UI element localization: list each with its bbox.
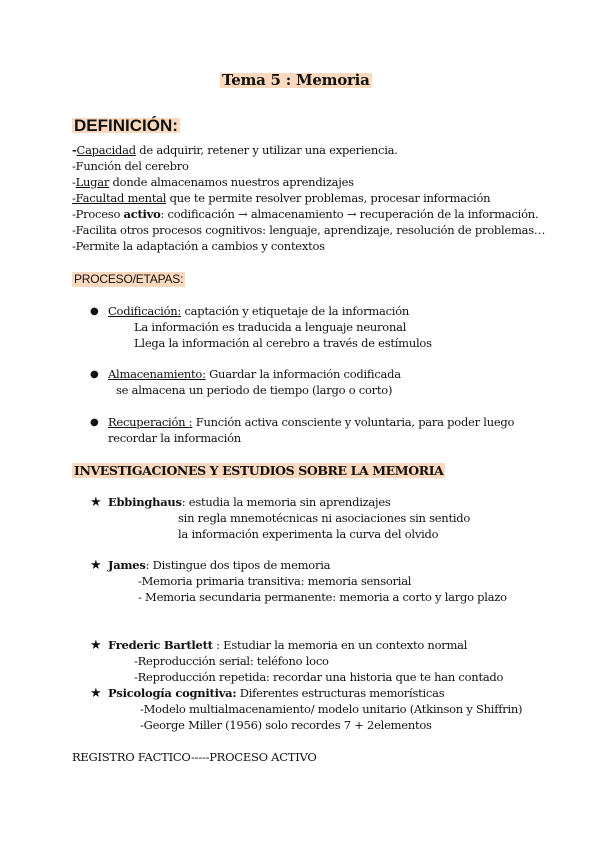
process-item-codificacion-line: La información es traducida a lenguaje neuronal	[134, 320, 407, 334]
star-icon: ★	[90, 686, 102, 701]
definition-heading: DEFINICIÓN:	[74, 116, 178, 135]
research-item-line: la información experimenta la curva del olvido	[178, 527, 439, 541]
bullet-icon: ●	[90, 306, 99, 317]
star-icon: ★	[90, 558, 102, 573]
research-item-line: -Memoria primaria transitiva: memoria sensorial	[138, 574, 412, 588]
definition-line-2: -Función del cerebro	[72, 159, 189, 173]
research-item-line: -Reproducción repetida: recordar una historia que te han contado	[134, 670, 504, 684]
research-item-ebbinghaus: Ebbinghaus: estudia la memoria sin aprendizajes	[108, 495, 391, 509]
process-item-recuperacion-line: recordar la información	[108, 431, 241, 445]
definition-line-5: -Proceso activo: codificación → almacenamiento → recuperación de la información.	[72, 207, 539, 221]
definition-line-3: -Lugar donde almacenamos nuestros aprendizajes	[72, 175, 354, 189]
process-item-codificacion: Codificación: captación y etiquetaje de la información	[108, 304, 410, 318]
research-item-line: -George Miller (1956) solo recordes 7 + 2elementos	[140, 718, 432, 732]
process-item-codificacion-line: Llega la información al cerebro a través de estímulos	[134, 336, 432, 350]
research-item-line: sin regla mnemotécnicas ni asociaciones sin sentido	[178, 511, 471, 525]
footer-note: REGISTRO FACTICO-----PROCESO ACTIVO	[72, 750, 317, 764]
bullet-icon: ●	[90, 369, 99, 380]
process-item-recuperacion: Recuperación : Función activa consciente y voluntaria, para poder luego	[108, 415, 515, 429]
definition-line-7: -Permite la adaptación a cambios y contextos	[72, 239, 325, 253]
process-heading: PROCESO/ETAPAS:	[74, 272, 184, 286]
research-item-bartlett: Frederic Bartlett : Estudiar la memoria en un contexto normal	[108, 638, 468, 652]
process-item-almacenamiento: Almacenamiento: Guardar la información codificada	[108, 367, 401, 381]
bullet-icon: ●	[90, 417, 99, 428]
research-item-psicologia-cognitiva: Psicología cognitiva: Diferentes estructuras memorísticas	[108, 686, 445, 700]
research-item-line: -Modelo multialmacenamiento/ modelo unitario (Atkinson y Shiffrin)	[140, 702, 523, 716]
page-title: Tema 5 : Memoria	[222, 71, 370, 89]
process-item-almacenamiento-line: se almacena un periodo de tiempo (largo o corto)	[116, 383, 393, 397]
research-item-line: -Reproducción serial: teléfono loco	[134, 654, 329, 668]
star-icon: ★	[90, 495, 102, 510]
definition-line-1: -Capacidad de adquirir, retener y utilizar una experiencia.	[72, 143, 398, 157]
research-item-line: - Memoria secundaria permanente: memoria a corto y largo plazo	[138, 590, 507, 604]
star-icon: ★	[90, 638, 102, 653]
definition-line-6: -Facilita otros procesos cognitivos: lenguaje, aprendizaje, resolución de problemas…	[72, 223, 546, 237]
research-item-james: James: Distingue dos tipos de memoria	[108, 558, 331, 572]
research-heading: INVESTIGACIONES Y ESTUDIOS SOBRE LA MEMORIA	[74, 463, 444, 478]
definition-line-4: -Facultad mental que te permite resolver problemas, procesar información	[72, 191, 491, 205]
